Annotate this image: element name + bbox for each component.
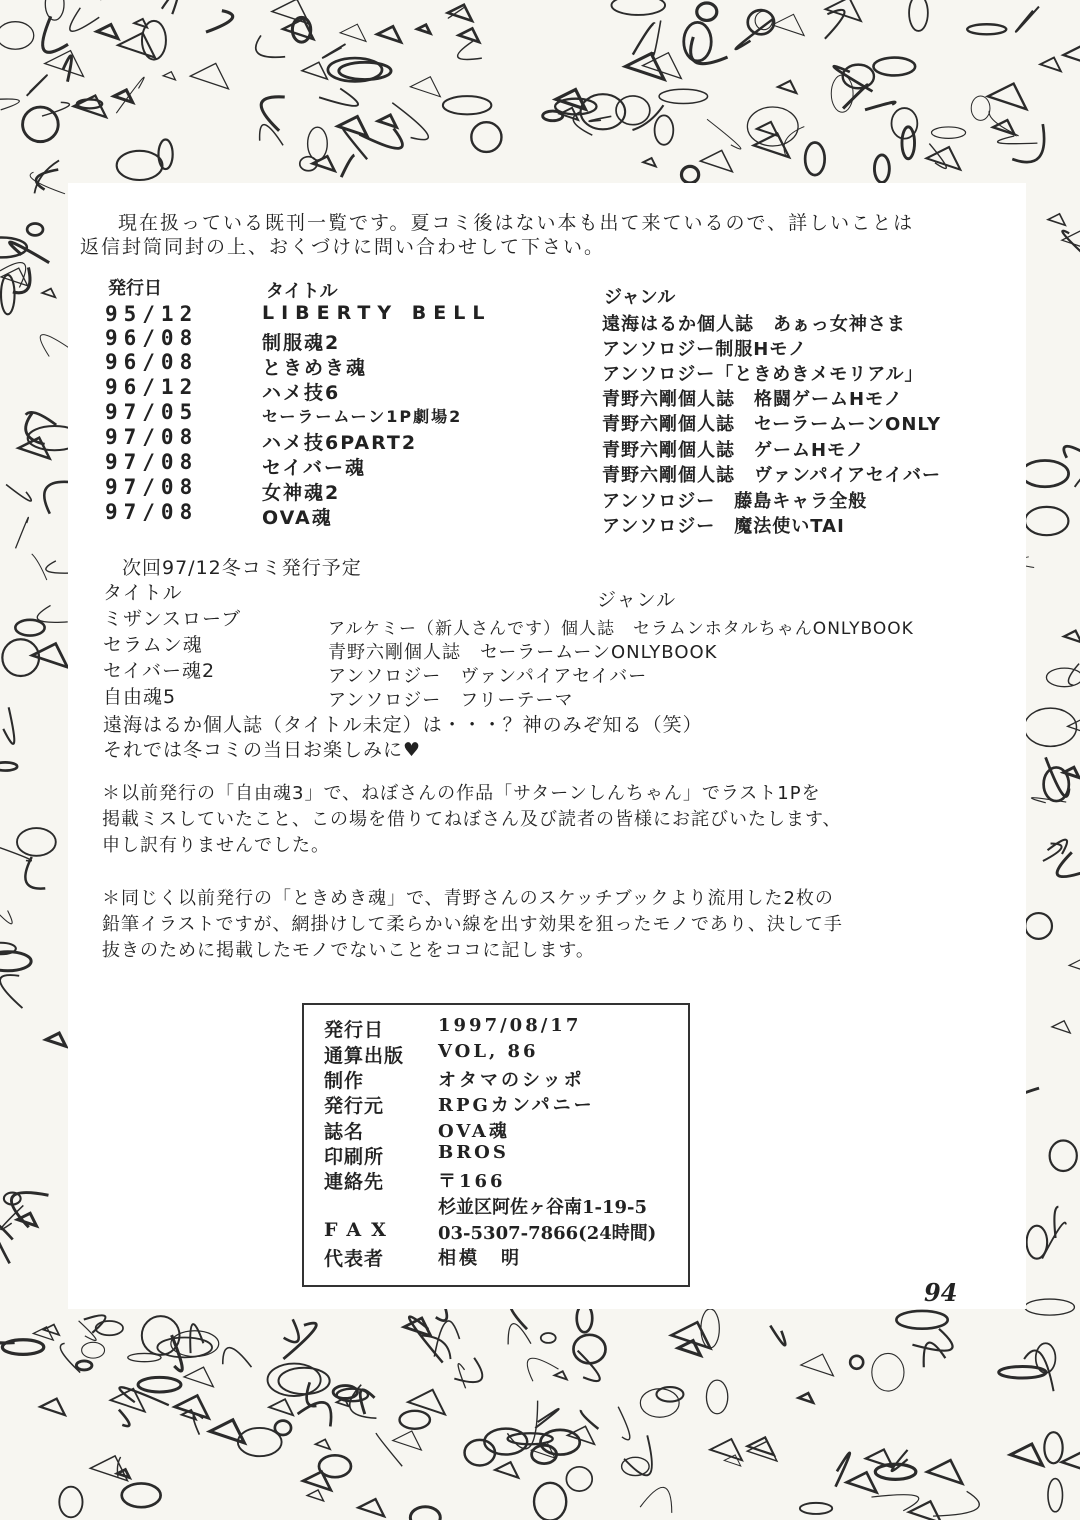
next-issue-title: 自由魂5 bbox=[103, 686, 177, 708]
colophon-value: 〒166 bbox=[438, 1171, 506, 1192]
note-1-line-1: ＊以前発行の「自由魂3」で、ねぼさんの作品「サターンしんちゃん」でラスト1Pを bbox=[102, 783, 821, 804]
intro-line-1: 現在扱っている既刊一覧です。夏コミ後はない本も出て来ているので、詳しいことは bbox=[118, 212, 915, 234]
next-issue-title: セラムン魂 bbox=[103, 634, 203, 656]
backlist-genre: アンソロジー 魔法使いTAI bbox=[602, 516, 845, 537]
colophon-label: 制作 bbox=[324, 1070, 365, 1092]
colophon-label: FAX bbox=[324, 1219, 396, 1241]
backlist-date: 97/08 bbox=[105, 475, 199, 499]
backlist-genre: 青野六剛個人誌 格闘ゲームHモノ bbox=[602, 389, 903, 410]
backlist-genre: 青野六剛個人誌 セーラームーンONLY bbox=[602, 414, 942, 435]
colophon-label: 印刷所 bbox=[324, 1146, 385, 1168]
backlist-date: 96/08 bbox=[105, 326, 199, 350]
colophon-label: 連絡先 bbox=[324, 1171, 385, 1193]
colophon-value: 1997/08/17 bbox=[438, 1015, 582, 1036]
backlist-header-date: 発行日 bbox=[108, 278, 162, 299]
backlist-title: セーラームーン1P劇場2 bbox=[262, 407, 463, 426]
next-issue-title: ミザンスローブ bbox=[103, 608, 242, 630]
backlist-genre: 遠海はるか個人誌 あぁっ女神さま bbox=[602, 314, 906, 335]
colophon-value: オタマのシッポ bbox=[438, 1070, 585, 1091]
next-issue-genre: アンソロジー ヴァンパイアセイバー bbox=[328, 666, 648, 687]
backlist-title: ときめき魂 bbox=[262, 357, 368, 379]
backlist-genre: アンソロジー制服Hモノ bbox=[602, 339, 808, 360]
colophon-label: 通算出版 bbox=[324, 1045, 405, 1067]
colophon-value: 杉並区阿佐ヶ谷南1-19-5 bbox=[438, 1197, 648, 1218]
backlist-title: 女神魂2 bbox=[262, 482, 341, 504]
backlist-title: OVA魂 bbox=[262, 507, 333, 529]
colophon-label: 発行日 bbox=[324, 1019, 385, 1041]
backlist-date: 95/12 bbox=[105, 302, 199, 326]
backlist-header-title: タイトル bbox=[266, 281, 338, 302]
backlist-date: 97/05 bbox=[105, 400, 199, 424]
next-issue-heading: 次回97/12冬コミ発行予定 bbox=[122, 557, 362, 579]
next-issue-header-genre: ジャンル bbox=[597, 589, 677, 611]
backlist-date: 97/08 bbox=[105, 500, 199, 524]
colophon-label: 発行元 bbox=[324, 1095, 385, 1117]
intro-line-2: 返信封筒同封の上、おくづけに問い合わせして下さい。 bbox=[80, 236, 606, 258]
note-1-line-2: 掲載ミスしていたこと、この場を借りてねぼさん及び読者の皆様にお詫びいたします、 bbox=[102, 809, 842, 830]
next-issue-extra-1: 遠海はるか個人誌（タイトル未定）は・・・？神のみぞ知る（笑） bbox=[103, 714, 703, 736]
colophon-value: VOL, 86 bbox=[438, 1041, 539, 1062]
next-issue-genre: アンソロジー フリーテーマ bbox=[328, 690, 574, 711]
backlist-title: 制服魂2 bbox=[262, 332, 341, 354]
backlist-date: 96/12 bbox=[105, 375, 199, 399]
note-2-line-2: 鉛筆イラストですが、網掛けして柔らかい線を出す効果を狙ったモノであり、決して手 bbox=[102, 914, 843, 935]
next-issue-header-title: タイトル bbox=[103, 582, 183, 604]
colophon-label: 誌名 bbox=[324, 1121, 365, 1143]
backlist-date: 96/08 bbox=[105, 350, 199, 374]
note-2-line-1: ＊同じく以前発行の「ときめき魂」で、青野さんのスケッチブックより流用した2枚の bbox=[102, 888, 834, 909]
backlist-title: LIBERTY BELL bbox=[262, 302, 492, 324]
backlist-genre: 青野六剛個人誌 ヴァンパイアセイバー bbox=[602, 465, 941, 486]
next-issue-extra-2: それでは冬コミの当日お楽しみに♥ bbox=[103, 739, 422, 761]
note-1-line-3: 申し訳有りませんでした。 bbox=[102, 835, 330, 856]
backlist-title: ハメ技6PART2 bbox=[262, 432, 418, 454]
colophon-value: BROS bbox=[438, 1142, 509, 1163]
backlist-genre: 青野六剛個人誌 ゲームHモノ bbox=[602, 440, 865, 461]
backlist-title: セイバー魂 bbox=[262, 457, 367, 479]
colophon-label: 代表者 bbox=[324, 1248, 385, 1270]
page-number: 94 bbox=[924, 1278, 958, 1307]
note-2-line-3: 抜きのために掲載したモノでないことをココに記します。 bbox=[102, 940, 595, 961]
backlist-genre: アンソロジー 藤島キャラ全般 bbox=[602, 491, 868, 512]
backlist-date: 97/08 bbox=[105, 425, 199, 449]
colophon-value: OVA魂 bbox=[438, 1121, 510, 1142]
next-issue-genre: アルケミー（新人さんです）個人誌 セラムンホタルちゃんONLYBOOK bbox=[328, 619, 914, 639]
colophon-box bbox=[302, 1003, 690, 1287]
colophon-value: 03-5307-7866(24時間) bbox=[438, 1223, 657, 1244]
backlist-title: ハメ技6 bbox=[262, 382, 341, 404]
colophon-value: RPGカンパニー bbox=[438, 1095, 595, 1116]
next-issue-genre: 青野六剛個人誌 セーラームーンONLYBOOK bbox=[328, 642, 718, 663]
backlist-date: 97/08 bbox=[105, 450, 199, 474]
next-issue-title: セイバー魂2 bbox=[103, 660, 216, 682]
colophon-value: 相模 明 bbox=[438, 1248, 522, 1269]
backlist-genre: アンソロジー「ときめきメモリアル」 bbox=[602, 364, 924, 385]
backlist-header-genre: ジャンル bbox=[604, 287, 676, 308]
